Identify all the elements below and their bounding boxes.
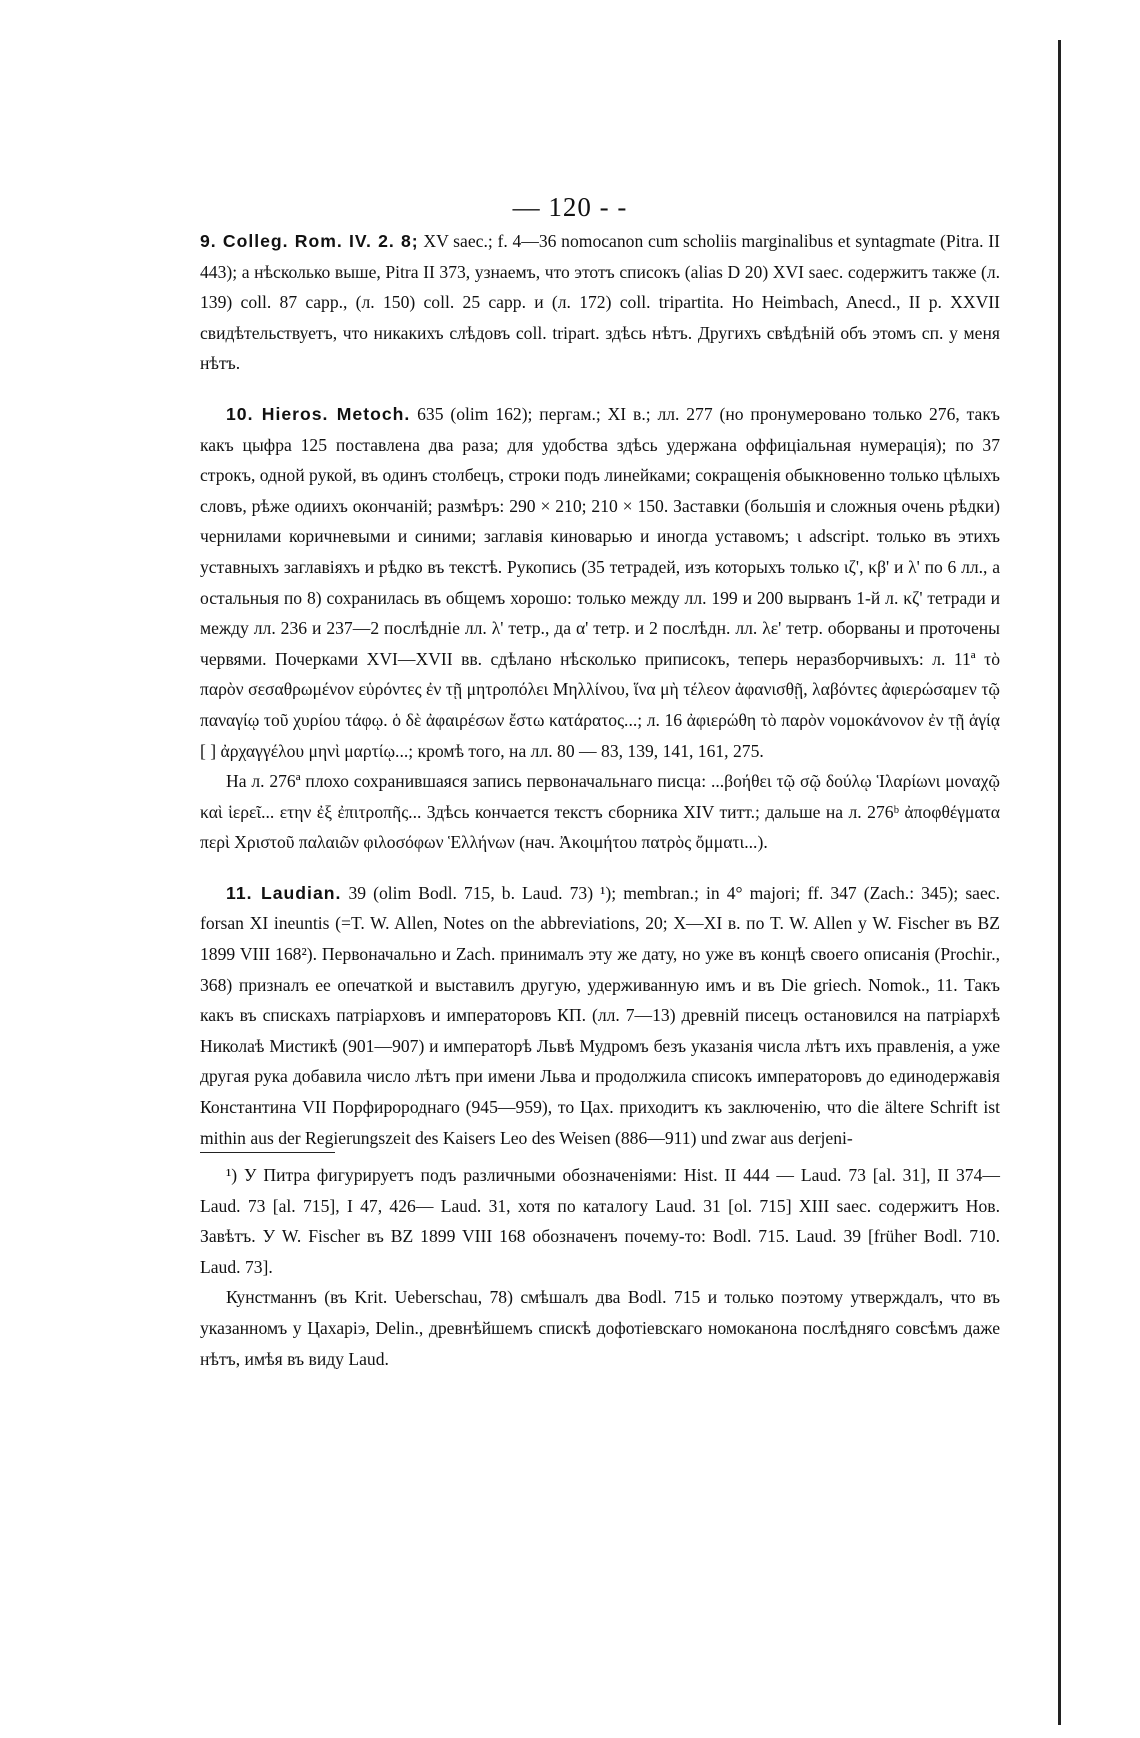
entry-body: XV saec.; f. 4—36 nomocanon cum scholiis marginalibus et syntagmate (Pitra. II 443); а нѣсколько выше, Pitra II 373, узнаемъ, что этотъ списокъ (alias D 20) XVI saec. содержитъ также (л. 139) coll. 87 capp., (л. 150) coll. 25 capp. и (л. 172) coll. tripartita. Но Heimbach, Anecd., II р. XXVII свидѣтельствуетъ, что никакихъ слѣдовъ coll. tripart. здѣсь нѣтъ. Другихъ свѣдѣній объ этомъ сп. у меня нѣтъ. <box>200 231 1000 374</box>
entry-10 <box>200 399 1000 766</box>
entry-body: 635 (olim 162); пергам.; XI в.; лл. 277 (но пронумеровано только 276, такъ какъ цыфра 125 поставлена два раза; для удобства здѣсь удержана оффиціальная нумерація); по 37 строкъ, одной рукой, въ одинъ столбецъ, строки подъ линейками; сокращенія обыкновенно только цѣлыхъ словъ, рѣже одиихъ окончаній; размѣръ: 290 × 210; 210 × 150. Заставки (большія и сложныя очень рѣдки) чернилами коричневыми и синими; заглавія киноварью и иногда уставомъ; ι adscript. только въ этихъ уставныхъ заглавіяхъ и рѣдко въ текстѣ. Рукопись (35 тетрадей, изъ которыхъ только ιζ', κβ' и λ' по 6 лл., а остальныя по 8) сохранилась въ общемъ хорошо: только между лл. 199 и 200 вырванъ 1-й л. κζ' тетради и между лл. 236 и 237—2 послѣдніе лл. λ' тетр., да α' тетр. и 2 послѣдн. лл. λε' тетр. оборваны и проточены червями. Почерками XVI—XVII вв. сдѣлано нѣсколько приписокъ, теперь неразборчивыхъ: л. 11ª τὸ παρὸν σεσαθρωμένον εὑρόντες ἐν τῇ μητροπόλει Μηλλίνου, ἵνα μὴ τέλεον ἀφανισθῇ, λαβόντες ἀφιερώσαμεν τῷ παναγίῳ τοῦ χυρίου τάφῳ. ὁ δὲ ἀφαιρέσων ἔστω κατάρατος...; л. 16 ἀφιερώθη τὸ παρὸν νομοκάνονον ἐν τῇ ἁγίᾳ [ ] ἀρχαγγέλου μηνὶ μαρτίῳ...; кромѣ того, на лл. 80 — 83, 139, 141, 161, 275. <box>200 403 1000 761</box>
footnote-1: ¹) У Питра фигурируетъ подъ различными обозначеніями: Hist. II 444 — Laud. 73 [al. 31], II 374—Laud. 73 [al. 715], I 47, 426— Laud. 31, хотя по каталогу Laud. 31 [ol. 715] XIII saec. содержитъ Нов. Завѣтъ. У W. Fischer въ BZ 1899 VIII 168 обозначенъ почему-то: Bodl. 715. Laud. 39 [früher Bodl. 710. Laud. 73]. <box>200 1165 1000 1277</box>
entry-label: 10. Hieros. Metoch. <box>226 403 411 424</box>
entry-label: 11. Laudian. <box>226 882 342 903</box>
entry-10-colophon <box>200 766 1000 858</box>
entry-11 <box>200 878 1000 1153</box>
entry-9 <box>200 226 1000 379</box>
footnote-1-continued: Кунстманнъ (въ Krit. Ueberschau, 78) смѣшалъ два Bodl. 715 и только поэтому утверждалъ, что въ указанномъ у Цахаріэ, Delin., древнѣйшемъ спискѣ дофотіевскаго номоканона послѣдняго совсѣмъ даже нѣтъ, имѣя въ виду Laud. <box>200 1287 1000 1369</box>
entry-label: 9. Colleg. Rom. IV. 2. 8; <box>200 231 419 251</box>
footnotes <box>200 1160 1000 1374</box>
page-edge-line <box>1058 40 1061 1725</box>
entry-body: 39 (olim Bodl. 715, b. Laud. 73) ¹); membran.; in 4° majori; ff. 347 (Zach.: 345); saec. forsan XI ineuntis (=T. W. Allen, Notes on the abbreviations, 20; X—XI в. по T. W. Allen у W. Fischer въ BZ 1899 VIII 168²). Первоначально и Zach. принималъ эту же дату, но уже въ концѣ своего описанія (Prochir., 368) призналъ ее опечаткой и выставилъ другую, удерживанную имъ и въ Die griech. Nomok., 11. Такъ какъ въ спискахъ патріарховъ и императоровъ КП. (лл. 7—13) древній писецъ остановился на патріархѣ Николаѣ Мистикѣ (901—907) и императорѣ Львѣ Мудромъ безъ указанія числа лѣтъ ихъ правленія, а уже другая рука добавила число лѣтъ при имени Льва и продолжила списокъ императоровъ до единодержавія Константина VII Порфиророднаго (945—959), то Цах. приходитъ къ заключенію, что die ältere Schrift ist mithin aus der Regierungszeit des Kaisers Leo des Weisen (886—911) und zwar aus derjeni- <box>200 882 1000 1148</box>
main-text <box>200 226 1000 1153</box>
page-number: — 120 - - <box>512 192 628 222</box>
entry-body: На л. 276ª плохо сохранившаяся запись первоначальнаго писца: ...βοήθει τῷ σῷ δούλῳ Ἱλαρίωνι μοναχῷ καὶ ἱερεῖ... ετην ἐξ ἐπιτροπῆς... Здѣсь кончается текстъ сборника XIV титт.; дальше на л. 276ᵇ ἀποφθέγματα περὶ Χριστοῦ παλαιῶν φιλοσόφων Ἑλλήνων (нач. Ἀκοιμήτου πατρὸς ὄμματι...). <box>200 771 1000 853</box>
footnote-rule <box>200 1152 335 1153</box>
